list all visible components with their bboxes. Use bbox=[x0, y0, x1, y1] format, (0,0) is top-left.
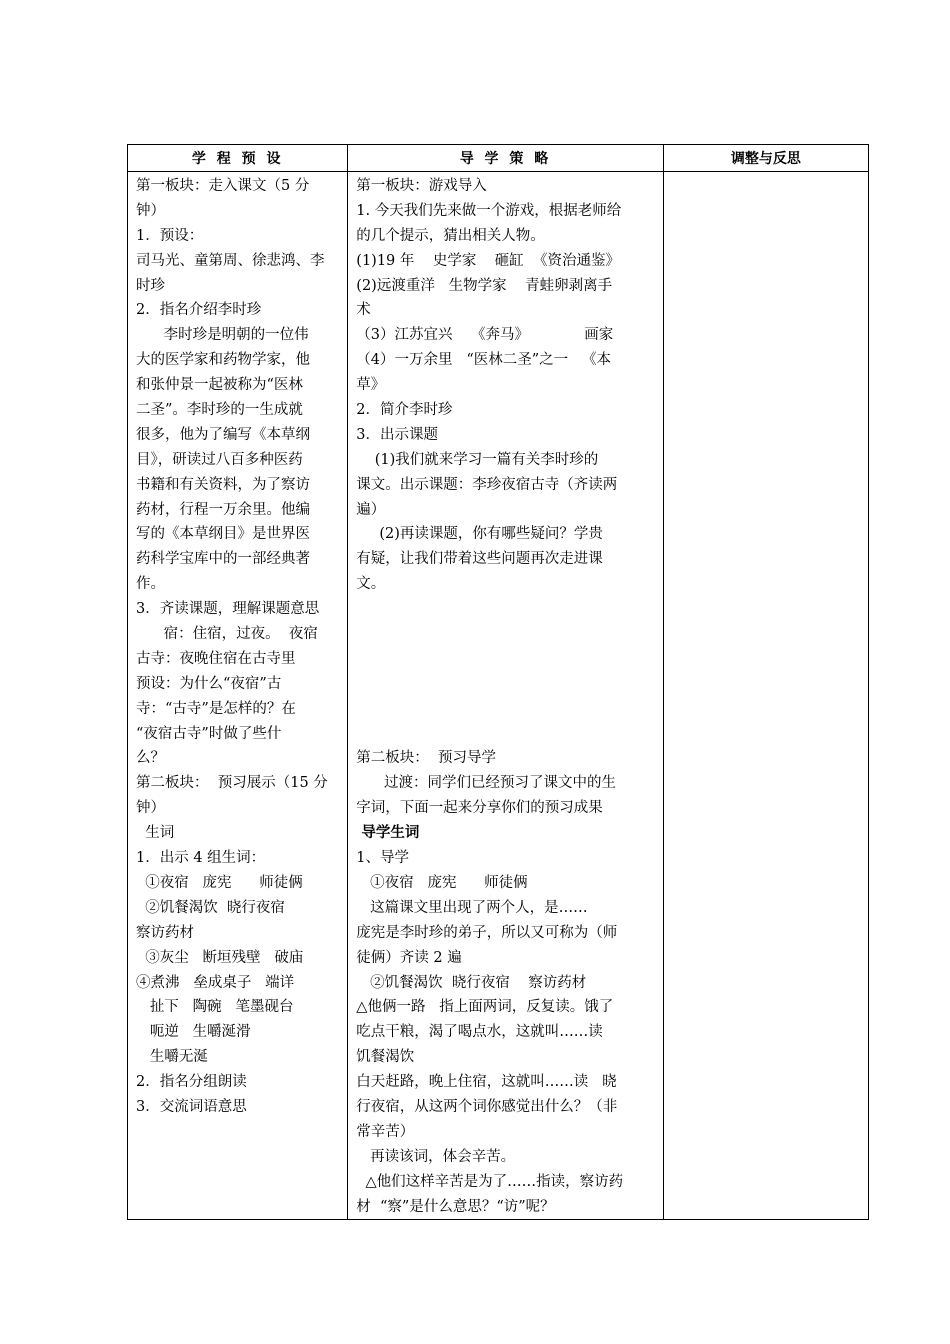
header-row bbox=[128, 145, 869, 172]
text-line: 生嚼无涎 bbox=[136, 1049, 208, 1066]
adjustment-reflection-content bbox=[664, 172, 868, 174]
text-line: ③灰尘 断垣残壁 破庙 bbox=[136, 949, 304, 966]
text-line bbox=[356, 647, 658, 672]
header-learning-preset: 学 程 预 设 bbox=[128, 145, 348, 172]
text-line bbox=[356, 722, 658, 747]
text-line: 3．齐读课题，理解课题意思 bbox=[136, 601, 320, 618]
text-line: 徒俩）齐读 2 遍 bbox=[356, 949, 462, 966]
text-line: 大的医学家和药物学家，他 bbox=[136, 352, 310, 369]
text-line: （3）江苏宜兴 《奔马》 画家 bbox=[356, 327, 614, 344]
text-line: 和张仲景一起被称为“医林 bbox=[136, 377, 303, 394]
text-line: 预设：为什么“夜宿”古 bbox=[136, 675, 282, 692]
text-line: 1. 今天我们先来做一个游戏，根据老师给 bbox=[356, 202, 622, 219]
text-line: 3．交流词语意思 bbox=[136, 1098, 247, 1115]
header-guiding-strategy: 导 学 策 略 bbox=[348, 145, 663, 172]
text-line: 草》 bbox=[356, 377, 386, 394]
text-line: ①夜宿 庞宪 师徒俩 bbox=[356, 874, 528, 891]
text-line: 作。 bbox=[136, 576, 165, 593]
text-line: 很多，他为了编写《本草纲 bbox=[136, 426, 310, 443]
text-line: 书籍和有关资料，为了察访 bbox=[136, 476, 310, 493]
text-line: 司马光、童第周、徐悲鸿、李 bbox=[136, 252, 325, 269]
text-line: △他俩一路 指上面两词，反复读。饿了 bbox=[356, 999, 614, 1016]
text-line: 呃逆 生嚼涎滑 bbox=[136, 1024, 251, 1041]
text-line: 吃点干粮，渴了喝点水，这就叫……读 bbox=[356, 1024, 603, 1041]
text-line: (1)我们就来学习一篇有关李时珍的 bbox=[356, 451, 599, 468]
text-line: 文。 bbox=[356, 576, 386, 593]
text-line: 2．简介李时珍 bbox=[356, 402, 453, 419]
text-line: (2)再读课题，你有哪些疑问？学贵 bbox=[356, 526, 603, 543]
text-line: 常辛苦） bbox=[356, 1123, 415, 1140]
text-line: 这篇课文里出现了两个人，是…… bbox=[356, 899, 588, 916]
text-line: 扯下 陶碗 笔墨砚台 bbox=[136, 999, 294, 1016]
text-line: 药材，行程一万余里。他编 bbox=[136, 501, 310, 518]
text-line: 钟） bbox=[136, 800, 165, 817]
text-line: 饥餐渴饮 bbox=[356, 1049, 415, 1066]
text-line: 第二板块： 预习展示（15 分 bbox=[136, 775, 328, 792]
text-line: 钟） bbox=[136, 202, 165, 219]
text-line: 2．指名分组朗读 bbox=[136, 1074, 247, 1091]
text-line: 3．出示课题 bbox=[356, 426, 439, 443]
text-line bbox=[356, 622, 658, 647]
guiding-strategy-content bbox=[348, 172, 662, 1219]
text-line: ④煮沸 垒成桌子 端详 bbox=[136, 974, 295, 991]
text-line bbox=[356, 697, 658, 722]
text-line: 白天赶路，晚上住宿，这就叫……读 晓 bbox=[356, 1074, 617, 1091]
text-line: 字词，下面一起来分享你们的预习成果 bbox=[356, 800, 603, 817]
text-line: ②饥餐渴饮 晓行夜宿 bbox=[136, 899, 285, 916]
text-line: 术 bbox=[356, 302, 371, 319]
text-line: 过渡：同学们已经预习了课文中的生 bbox=[356, 775, 616, 792]
text-line: 1．出示 4 组生词： bbox=[136, 850, 266, 867]
text-line: 写的《本草纲目》是世界医 bbox=[136, 526, 310, 543]
header-adjustment-reflection: 调整与反思 bbox=[663, 145, 868, 172]
text-line bbox=[356, 597, 658, 622]
text-line: 导学生词 bbox=[356, 825, 420, 842]
text-line: (1)19 年 史学家 砸缸 《资治通鉴》 bbox=[356, 252, 620, 269]
lesson-plan-table bbox=[127, 144, 869, 1220]
text-line: 目》，研读过八百多种医药 bbox=[136, 451, 303, 468]
text-line: 再读该词，体会辛苦。 bbox=[356, 1148, 516, 1165]
text-line: 寺：“古寺”是怎样的？在 bbox=[136, 700, 296, 717]
text-line: 的几个提示，猜出相关人物。 bbox=[356, 227, 545, 244]
adjustment-reflection-cell bbox=[663, 172, 868, 1220]
text-line: 课文。出示课题：李珍夜宿古寺（齐读两 bbox=[356, 476, 618, 493]
text-line: 1、导学 bbox=[356, 850, 410, 867]
text-line: 药科学宝库中的一部经典著 bbox=[136, 551, 310, 568]
text-line: 李时珍是明朝的一位伟 bbox=[136, 327, 309, 344]
text-line: 二圣”。李时珍的一生成就 bbox=[136, 402, 303, 419]
guiding-strategy-cell bbox=[348, 172, 663, 1220]
text-line: 第一板块：走入课文（5 分 bbox=[136, 178, 310, 194]
text-line: 遍） bbox=[356, 501, 386, 518]
text-line bbox=[356, 672, 658, 697]
text-line: 古寺：夜晚住宿在古寺里 bbox=[136, 650, 296, 667]
text-line: ①夜宿 庞宪 师徒俩 bbox=[136, 874, 303, 891]
learning-preset-content bbox=[128, 172, 347, 1120]
text-line: 时珍 bbox=[136, 277, 165, 294]
text-line: 第二板块： 预习导学 bbox=[356, 750, 497, 767]
learning-preset-cell bbox=[128, 172, 348, 1220]
text-line: 1．预设： bbox=[136, 227, 204, 244]
text-line: ②饥餐渴饮 晓行夜宿 察访药材 bbox=[356, 974, 587, 991]
text-line: 察访药材 bbox=[136, 924, 194, 941]
text-line: 么？ bbox=[136, 750, 165, 767]
text-line: 庞宪是李时珍的弟子，所以又可称为（师 bbox=[356, 924, 618, 941]
body-row bbox=[128, 172, 869, 1220]
text-line: “夜宿古寺”时做了些什 bbox=[136, 725, 282, 742]
text-line: 有疑，让我们带着这些问题再次走进课 bbox=[356, 551, 603, 568]
text-line: 行夜宿，从这两个词你感觉出什么？（非 bbox=[356, 1098, 618, 1115]
text-line: 材 “察”是什么意思？“访”呢？ bbox=[356, 1198, 555, 1215]
text-line: 第一板块：游戏导入 bbox=[356, 178, 487, 194]
text-line: (2)远渡重洋 生物学家 青蛙卵剥离手 bbox=[356, 277, 613, 294]
text-line: △他们这样辛苦是为了……指读，察访药 bbox=[356, 1173, 624, 1190]
text-line: 宿：住宿，过夜。 夜宿 bbox=[136, 626, 318, 643]
text-line: 生词 bbox=[136, 825, 175, 842]
text-line: 2．指名介绍李时珍 bbox=[136, 302, 262, 319]
text-line: （4）一万余里 “医林二圣”之一 《本 bbox=[356, 352, 612, 369]
